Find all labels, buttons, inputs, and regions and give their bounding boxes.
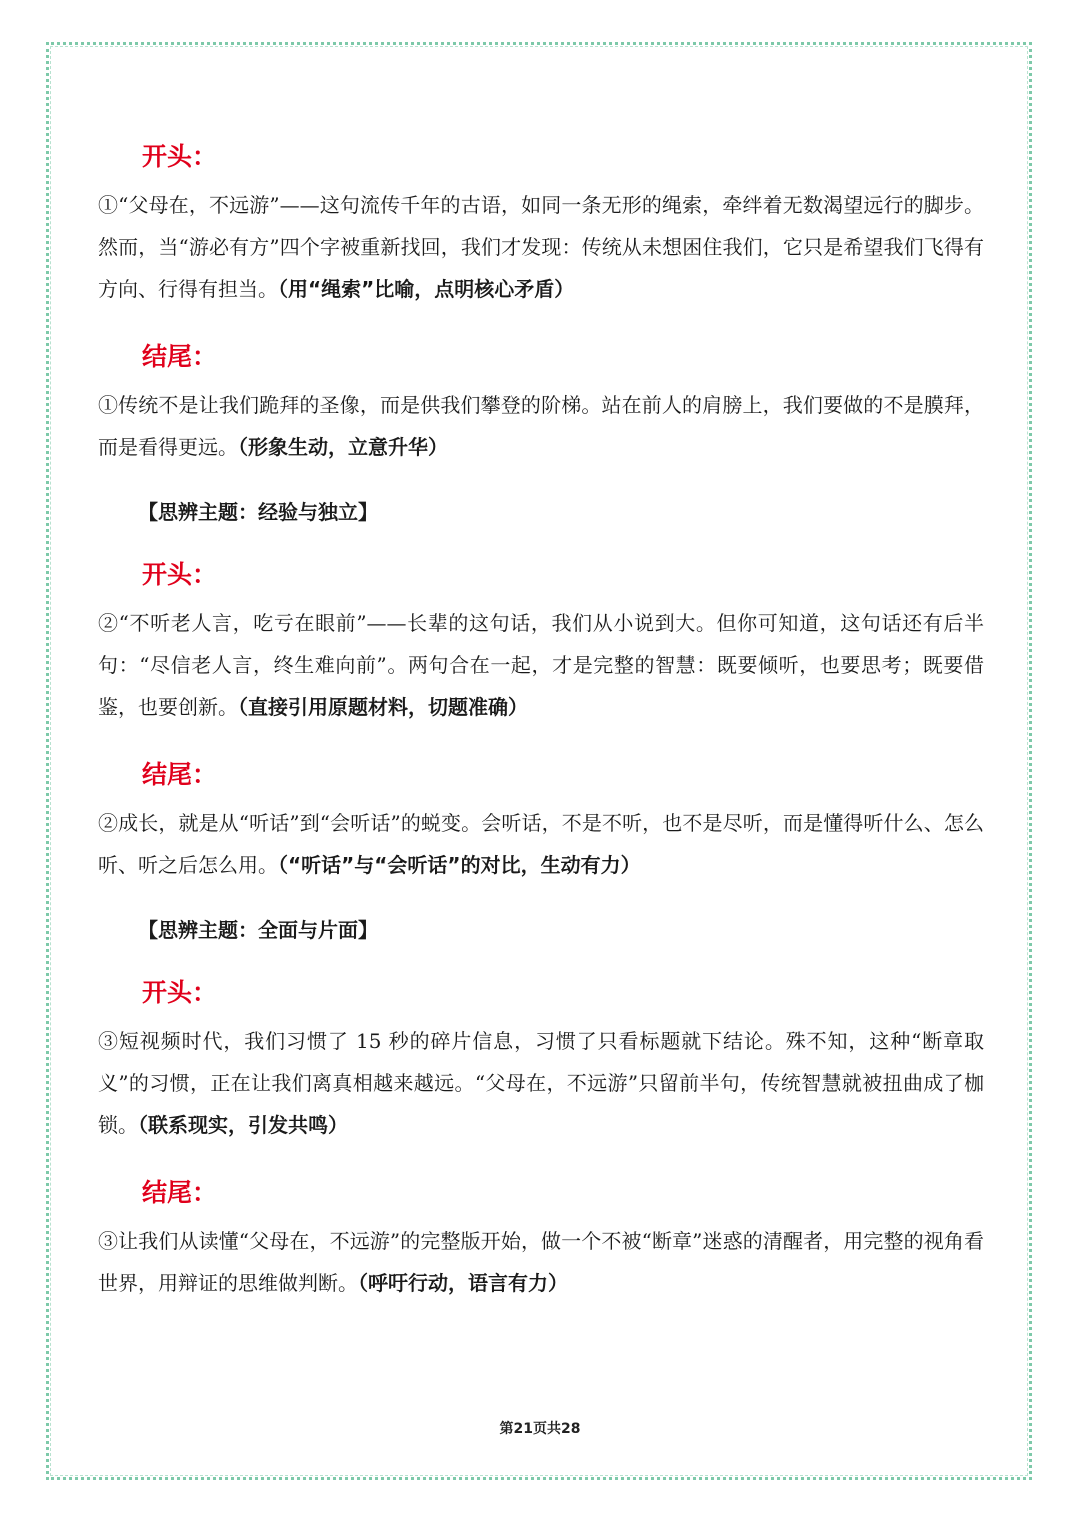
ending-label-2: 结尾：: [142, 760, 218, 789]
ending-text-2: ②成长，就是从“听话”到“会听话”的蜕变。会听话，不是不听，也不是尽听，而是懂得听什么、怎么听、听之后怎么用。: [98, 811, 984, 877]
theme-heading-2: 【思辨主题：经验与独立】: [138, 500, 378, 524]
opening-paragraph-2: [98, 602, 984, 728]
ending-paragraph-1: [98, 384, 984, 468]
ending-label-1: 结尾：: [142, 342, 218, 371]
document-body: [98, 140, 984, 1304]
opening-label-1: 开头：: [142, 142, 218, 171]
ending-paragraph-2: [98, 802, 984, 886]
opening-label-2: 开头：: [142, 560, 218, 589]
ending-label-3: 结尾：: [142, 1178, 218, 1207]
opening-label-3: 开头：: [142, 978, 218, 1007]
opening-note-2: （直接引用原题材料，切题准确）: [238, 695, 528, 719]
ending-text-1: ①传统不是让我们跪拜的圣像，而是供我们攀登的阶梯。站在前人的肩膀上，我们要做的不是膜拜，而是看得更远。: [98, 393, 984, 459]
opening-text-3: ③短视频时代，我们习惯了 15 秒的碎片信息，习惯了只看标题就下结论。殊不知，这种“断章取义”的习惯，正在让我们离真相越来越远。“父母在，不远游”只留前半句，传统智慧就被扭曲成了枷锁。: [98, 1029, 984, 1137]
opening-paragraph-3: [98, 1020, 984, 1146]
ending-paragraph-3: [98, 1220, 984, 1304]
ending-text-3: ③让我们从读懂“父母在，不远游”的完整版开始，做一个不被“断章”迷惑的清醒者，用完整的视角看世界，用辩证的思维做判断。: [98, 1229, 984, 1295]
opening-note-1: （用“绳索”比喻，点明核心矛盾）: [278, 277, 575, 301]
opening-paragraph-1: [98, 184, 984, 310]
opening-text-1: ①“父母在，不远游”——这句流传千年的古语，如同一条无形的绳索，牵绊着无数渴望远行的脚步。然而，当“游必有方”四个字被重新找回，我们才发现：传统从未想困住我们，它只是希望我们飞得有方向、行得有担当。: [98, 193, 984, 301]
opening-note-3: （联系现实，引发共鸣）: [138, 1113, 348, 1137]
ending-note-3: （呼吁行动，语言有力）: [358, 1271, 568, 1295]
opening-text-2: ②“不听老人言，吃亏在眼前”——长辈的这句话，我们从小说到大。但你可知道，这句话还有后半句：“尽信老人言，终生难向前”。两句合在一起，才是完整的智慧：既要倾听，也要思考；既要借鉴，也要创新。: [98, 611, 984, 719]
ending-note-1: （形象生动，立意升华）: [238, 435, 448, 459]
ending-note-2: （“听话”与“会听话”的对比，生动有力）: [278, 853, 641, 877]
page-number: 第21页共28: [499, 1421, 581, 1437]
theme-heading-3: 【思辨主题：全面与片面】: [138, 918, 378, 942]
